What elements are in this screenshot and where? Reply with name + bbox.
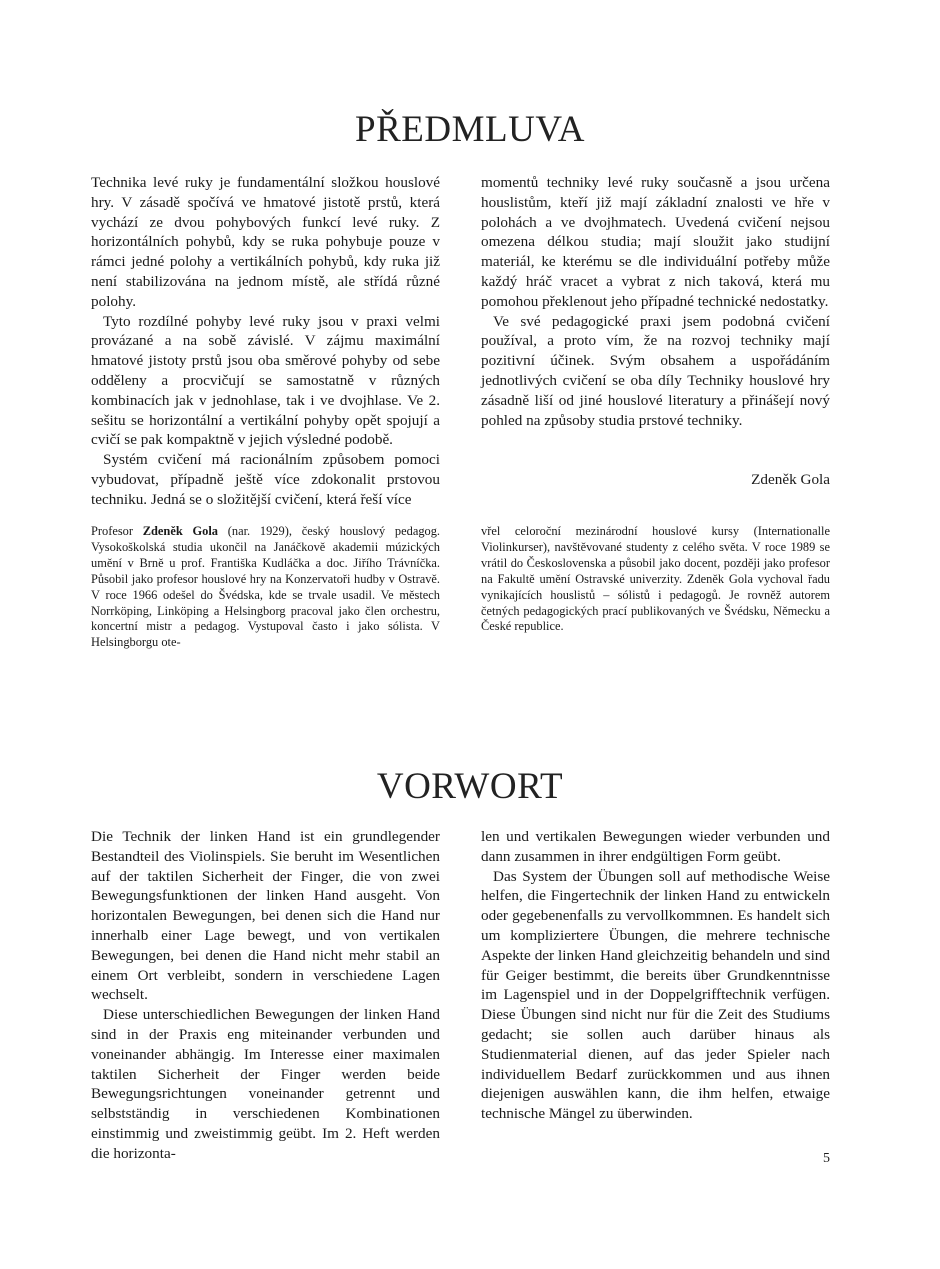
czech-heading: PŘEDMLUVA: [355, 109, 585, 150]
biography-right-column: [481, 524, 830, 635]
german-heading: VORWORT: [376, 766, 564, 807]
czech-paragraph: Tyto rozdílné pohyby levé ruky jsou v praxi velmi provázané a na sobě závislé. V zájmu maximální hmatové jistoty prstů jsou oba směrové pohyby od sebe odděleny a procvičují se samostatně v různých kombinacích jak v jednohlase, tak i ve dvojhlase. Ve 2. sešitu se horizontální a vertikální pohyby opět spojují a cvičí se pak kompaktně v jejich výsledné podobě.: [91, 312, 440, 449]
biography-prefix: Profesor: [91, 524, 143, 538]
signature: Zdeněk Gola: [751, 471, 830, 488]
czech-paragraph: momentů techniky levé ruky současně a jsou určena houslistům, kteří již mají základní znalosti ve hře v polohách a ve dvojhmatech. Uvedená cvičení nejsou omezena délkou studia; mají sloužit jako studijní materiál, ke kterému se dle individuální potřeby může každý hráč vracet a vybrat z nich taková, která mu pomohou překlenout jeho případné technické nedostatky.: [481, 174, 830, 310]
german-paragraph: Das System der Übungen soll auf methodische Weise helfen, die Fingertechnik der linken Hand zu entwickeln oder gegebenenfalls zu vervollkommnen. Es handelt sich um kompliziertere Übungen, die mehrere technische Aspekte der linken Hand gleichzeitig behandeln und sind für Geiger bestimmt, die bereits über Grundkenntnisse im Lagenspiel und in der Doppelgrifftechnik verfügen. Diese Übungen sind nicht nur für die Zeit des Studiums gedacht; sie sollen auch darüber hinaus als Studienmaterial dienen, auf das jeder Spieler nach individuellem Bedarf zurückkommen und aus ihnen diejenigen auswählen kann, die ihm helfen, etwaige technische Mängel zu überwinden.: [481, 867, 830, 1123]
czech-paragraph: Technika levé ruky je fundamentální složkou houslové hry. V zásadě spočívá ve hmatové jistotě prstů, která vychází ze dvou pohybových funkcí levé ruky. Z horizontálních pohybů, kdy se ruka pohybuje pouze v rámci jedné polohy a vertikálních pohybů, kdy ruka již není stabilizována na jednom místě, ale střídá různé polohy.: [91, 174, 440, 310]
czech-paragraph: Systém cvičení má racionálním způsobem pomoci vybudovat, případně ještě více zdokonalit prstovou techniku. Jedná se o složitější cvičení, která řeší více: [91, 451, 440, 508]
german-paragraph: len und vertikalen Bewegungen wieder verbunden und dann zusammen in ihrer endgültigen Form geübt.: [481, 828, 830, 865]
biography-text: (nar. 1929), český houslový pedagog. Vysokoškolská studia ukončil na Janáčkově akademii múzických umění v Brně u prof. Františka Kudláčka a doc. Jiřího Trávníčka. Působil jako profesor houslové hry na Konzervatoři hudby v Ostravě. V roce 1966 odešel do Švédska, kde se trvale usadil. Ve městech Norrköping, Linköping a Helsingborg pracoval jako člen orchestru, koncertní mistr a pedagog. Vystupoval často i jako sólista. V Helsingborgu ote-: [91, 524, 440, 650]
czech-text-left-column: [91, 173, 440, 510]
biography-paragraph: vřel celoroční mezinárodní houslové kursy (Internationalle Violinkurser), navštěvované studenty z celého světa. V roce 1989 se vrátil do Československa a působil jako docent, později jako profesor na Fakultě umění Ostravské univerzity. Zdeněk Gola vychoval řadu vynikajících houslistů – sólistů i pedagogů. Je rovněž autorem četných pedagogických prací publikovaných ve Švédsku, Německu a České republice.: [481, 524, 830, 634]
czech-paragraph: Ve své pedagogické praxi jsem podobná cvičení používal, a proto vím, že na rozvoj techniky mají pozitivní účinek. Svým obsahem a uspořádáním jednotlivých cvičení se oba díly Techniky houslové hry zásadně liší od jiné houslové literatury a přinášejí nový pohled na způsoby studia prstové techniky.: [481, 312, 830, 429]
german-text-left-column: [91, 827, 440, 1164]
page-number: 5: [823, 1151, 830, 1166]
czech-text-right-column: [481, 173, 830, 430]
biography-paragraph: [91, 524, 440, 651]
german-paragraph: Diese unterschiedlichen Bewegungen der linken Hand sind in der Praxis eng miteinander verbunden und voneinander abhängig. Im Interesse einer maximalen taktilen Sicherheit der Finger werden beide Bewegungsrichtungen voneinander getrennt und selbstständig in verschiedenen Kombinationen einstimmig und zweistimmig geübt. Im 2. Heft werden die horizonta-: [91, 1006, 440, 1162]
biography-left-column: [91, 524, 440, 651]
german-text-right-column: [481, 827, 830, 1124]
biography-name: Zdeněk Gola: [142, 524, 218, 538]
german-paragraph: Die Technik der linken Hand ist ein grundlegender Bestandteil des Violinspiels. Sie beruht im Wesentlichen auf der taktilen Sicherheit der Finger, die von zwei Bewegungsfunktionen der linken Hand ausgeht. Von horizontalen Bewegungen, bei denen sich die Hand nur innerhalb einer Lage bewegt, und von vertikalen Bewegungen, bei denen die Hand nicht mehr stabil an einem Ort verbleibt, sondern in verschiedene Lagen wechselt.: [91, 828, 440, 1004]
